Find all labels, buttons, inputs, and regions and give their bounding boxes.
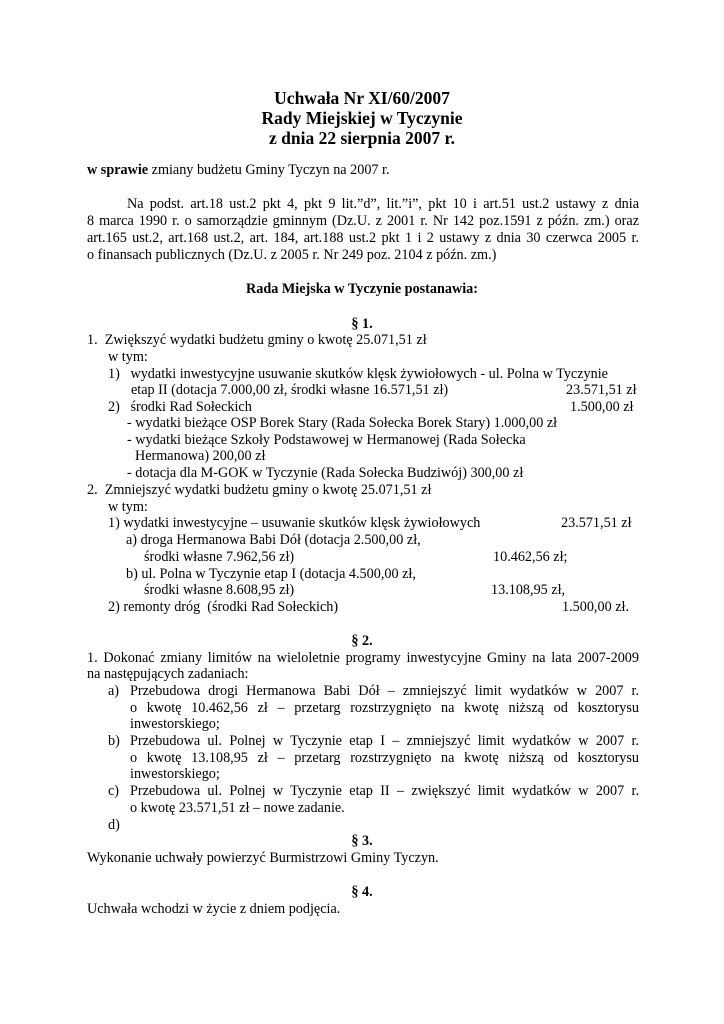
s3-text: Wykonanie uchwały powierzyć Burmistrzowi Gminy Tyczyn. [87,850,439,866]
s2-item-d-label: d) [108,817,120,833]
s1-detail-1: - wydatki bieżące OSP Borek Stary (Rada Sołecka Borek Stary) 1.000,00 zł [127,415,558,431]
subject-lead: w sprawie [87,162,149,178]
s1-item-1-amount: 23.571,51 zł [566,382,637,398]
legal-basis-line-1: Na podst. art.18 ust.2 pkt 4, pkt 9 lit.”d”, lit.”i”, pkt 10 i art.51 ust.2 ustawy z dnia [127,196,639,212]
subject-text: zmiany budżetu Gminy Tyczyn na 2007 r. [148,162,390,178]
legal-basis-line-4: o finansach publicznych (Dz.U. z 2005 r. Nr 249 poz. 2104 z późn. zm.) [87,247,497,263]
s2-item-a-line-1: Przebudowa drogi Hermanowa Babi Dół – zmniejszyć limit wydatków w 2007 r. [130,683,639,699]
council-name: Rady Miejskiej w Tyczynie [261,108,463,128]
s1-p2-a-amount: 10.462,56 zł; [493,549,568,565]
legal-basis-line-3: art.165 ust.2, art.168 ust.2, art. 184, art.188 ust.2 pkt 1 i 2 ustawy z dnia 30 czerwca 2005 r. [87,230,639,246]
s1-p2-a-line-1: a) droga Hermanowa Babi Dół (dotacja 2.500,00 zł, [126,532,421,548]
subject-line [87,162,390,179]
s2-item-b-line-2: o kwotę 13.108,95 zł – przetarg rozstrzygnięto na kwotę niższą od kosztorysu [130,750,639,766]
resolves-heading: Rada Miejska w Tyczynie postanawia: [246,281,478,297]
s1-detail-2-line-2: Hermanowa) 200,00 zł [135,448,266,464]
s1-point-2-wtym: w tym: [108,499,148,515]
s2-item-b-line-1: Przebudowa ul. Polnej w Tyczynie etap I – zmniejszyć limit wydatków w 2007 r. [130,733,639,749]
s1-p2-a-line-2: środki własne 7.962,56 zł) [144,549,295,565]
s2-item-c-line-1: Przebudowa ul. Polnej w Tyczynie etap II – zwiększyć limit wydatków w 2007 r. [130,783,639,799]
s1-point-1-wtym: w tym: [108,349,148,365]
s2-intro-line-2: na następujących zadaniach: [87,666,249,682]
s1-p2-b-line-1: b) ul. Polna w Tyczynie etap I (dotacja 4.500,00 zł, [126,566,416,582]
s2-item-c-line-2: o kwotę 23.571,51 zł – nowe zadanie. [130,800,345,816]
s2-item-a-line-3: inwestorskiego; [130,716,220,732]
s2-item-a-label: a) [108,683,120,699]
section-3-heading: § 3. [351,833,373,849]
s2-item-c-label: c) [108,783,120,799]
s1-item-1-line-2: etap II (dotacja 7.000,00 zł, środki własne 16.571,51 zł) [131,382,449,398]
s1-p2-item-1: 1) wydatki inwestycyjne – usuwanie skutków klęsk żywiołowych [108,515,481,531]
s1-p2-item-2: 2) remonty dróg (środki Rad Sołeckich) [108,599,339,615]
s1-detail-3: - dotacja dla M-GOK w Tyczynie (Rada Sołecka Budziwój) 300,00 zł [127,465,524,481]
s1-item-2: 2) środki Rad Sołeckich [108,399,252,415]
s1-point-2: 2. Zmniejszyć wydatki budżetu gminy o kwotę 25.071,51 zł [87,482,432,498]
s1-item-1-line-1: 1) wydatki inwestycyjne usuwanie skutków klęsk żywiołowych - ul. Polna w Tyczynie [108,366,608,382]
section-4-heading: § 4. [351,884,373,900]
section-1-heading: § 1. [351,316,373,332]
section-2-heading: § 2. [351,633,373,649]
s1-p2-item-2-amount: 1.500,00 zł. [562,599,629,615]
resolution-date: z dnia 22 sierpnia 2007 r. [268,128,456,148]
s1-p2-item-1-amount: 23.571,51 zł [561,515,632,531]
resolution-number: Uchwała Nr XI/60/2007 [274,88,450,108]
s1-detail-2-line-1: - wydatki bieżące Szkoły Podstawowej w Hermanowej (Rada Sołecka [127,432,526,448]
s2-item-a-line-2: o kwotę 10.462,56 zł – przetarg rozstrzygnięto na kwotę niższą od kosztorysu [130,700,639,716]
s2-intro-line-1: 1. Dokonać zmiany limitów na wieloletnie programy inwestycyjne Gminy na lata 2007-2009 [87,650,639,666]
s2-item-b-line-3: inwestorskiego; [130,766,220,782]
s2-item-b-label: b) [108,733,120,749]
s1-point-1: 1. Zwiększyć wydatki budżetu gminy o kwotę 25.071,51 zł [87,332,427,348]
s4-text: Uchwała wchodzi w życie z dniem podjęcia. [87,901,341,917]
s1-p2-b-line-2: środki własne 8.608,95 zł) [144,582,295,598]
s1-p2-b-amount: 13.108,95 zł, [491,582,566,598]
s1-item-2-amount: 1.500,00 zł [570,399,634,415]
legal-basis-line-2: 8 marca 1990 r. o samorządzie gminnym (Dz.U. z 2001 r. Nr 142 poz.1591 z późn. zm.) oraz [87,213,639,229]
